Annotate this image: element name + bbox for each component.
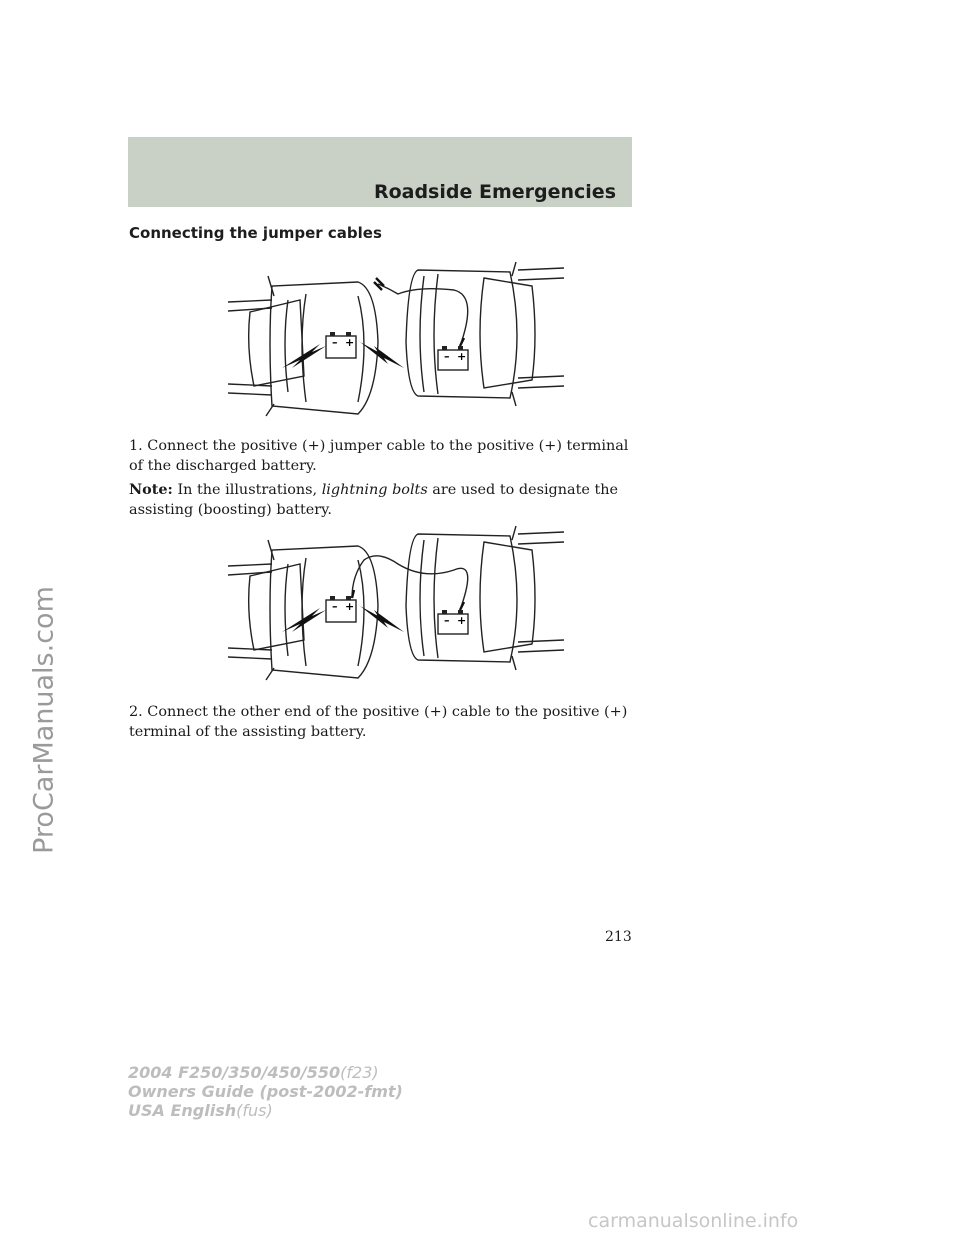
battery-minus-label: – [332, 600, 338, 613]
jumper-cable-positive [352, 556, 468, 610]
document-footer [128, 1063, 528, 1120]
section-header-band [128, 137, 632, 207]
lightning-bolt-icon [360, 342, 404, 368]
battery-minus-label: – [444, 350, 450, 363]
note-before: In the illustrations, [172, 482, 322, 498]
jumper-cable-figure-2 [228, 520, 564, 690]
section-title: Roadside Emergencies [373, 181, 616, 203]
footer-model-code: (f23) [340, 1063, 379, 1082]
watermark: ProCarManuals.com [28, 586, 60, 854]
discharged-vehicle [406, 526, 564, 670]
battery-plus-label: + [345, 600, 355, 613]
discharged-vehicle [406, 262, 564, 406]
battery-plus-label: + [345, 336, 355, 349]
battery-discharged [438, 346, 468, 370]
jumper-cable-figure-1 [228, 256, 564, 426]
footer-model: 2004 F250/350/450/550 [128, 1063, 341, 1082]
footer-line-3 [128, 1101, 528, 1120]
footer-line-2: Owners Guide (post-2002-fmt) [128, 1082, 403, 1101]
battery-plus-label: + [457, 350, 467, 363]
note-after: are used to designate the assisting (boosting) battery. [129, 482, 619, 518]
battery-plus-label: + [457, 614, 467, 627]
battery-assisting [326, 596, 356, 622]
battery-assisting [326, 332, 356, 358]
footer-line-1 [128, 1063, 528, 1082]
page-heading: Connecting the jumper cables [129, 224, 382, 242]
page-number: 213 [605, 929, 632, 945]
jumper-cable-positive [378, 284, 468, 346]
site-footer: carmanualsonline.info [588, 1210, 799, 1232]
step-1-text: 1. Connect the positive (+) jumper cable to the positive (+) terminal of the discharged battery. [129, 438, 629, 474]
lightning-bolt-icon [360, 606, 404, 632]
cable-clamp-icon [352, 590, 464, 610]
step-2-text: 2. Connect the other end of the positive (+) cable to the positive (+) terminal of the assisting battery. [129, 704, 628, 740]
note-emphasis: lightning bolts [321, 482, 428, 498]
note-label: Note: [129, 481, 173, 498]
note-text [129, 480, 639, 520]
battery-minus-label: – [332, 336, 338, 349]
battery-discharged [438, 610, 468, 634]
battery-minus-label: – [444, 614, 450, 627]
footer-language: USA English [128, 1101, 237, 1120]
footer-language-code: (fus) [236, 1101, 273, 1120]
